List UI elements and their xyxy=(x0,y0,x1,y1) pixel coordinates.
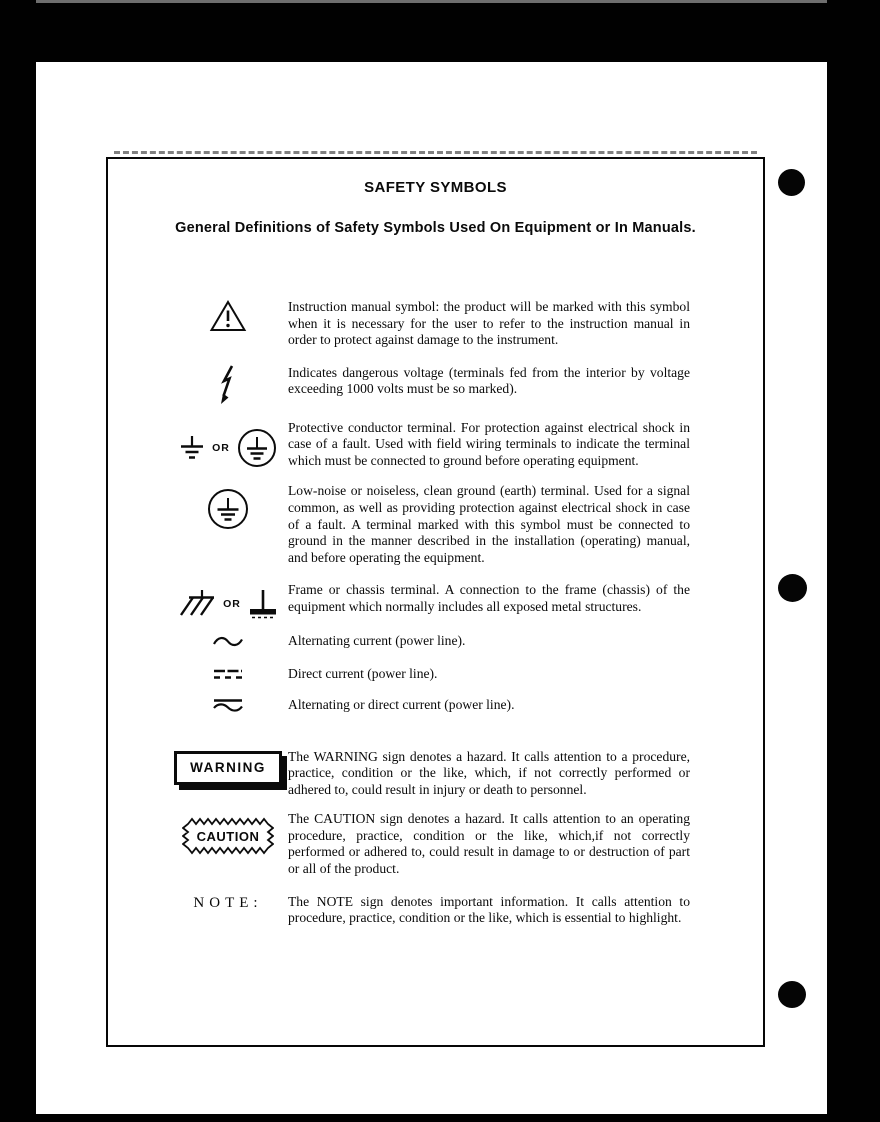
page-title: SAFETY SYMBOLS xyxy=(364,179,507,196)
row-alternating-current xyxy=(108,633,763,650)
row-caution xyxy=(108,811,763,877)
row-low-noise-ground xyxy=(108,483,763,566)
row-protective-conductor xyxy=(108,420,763,470)
caution-badge xyxy=(182,815,274,857)
chassis-hatch-icon xyxy=(178,588,216,620)
definition-text: The CAUTION sign denotes a hazard. It calls attention to an operating procedure, practice, condition or the like, which,if not correctly performed or adhered to, could result in damage to or destruction of part or all of the product. xyxy=(288,811,690,876)
definition-text: Instruction manual symbol: the product will be marked with this symbol when it is necessary for the user to refer to the instruction manual in order to protect against damage to the instrument. xyxy=(288,299,690,348)
row-frame-chassis xyxy=(108,582,763,620)
binder-hole-bottom xyxy=(778,981,806,1008)
row-ac-or-dc xyxy=(108,697,763,715)
row-note xyxy=(108,894,763,927)
scan-border-left xyxy=(0,0,36,1118)
or-label: OR xyxy=(223,598,241,611)
instruction-manual-triangle-icon xyxy=(209,299,247,333)
chassis-terminal-icon xyxy=(248,588,278,620)
definition-text: The WARNING sign denotes a hazard. It calls attention to a procedure, practice, condition or the like, which, if not correctly performed or adhered to, could result in injury or death to personnel. xyxy=(288,748,690,797)
circled-earth-ground-icon xyxy=(207,488,249,530)
ac-wave-icon xyxy=(212,635,244,649)
definition-text: Indicates dangerous voltage (terminals fed from the interior by voltage exceeding 1000 volts must be so marked). xyxy=(288,364,690,397)
definition-text: Alternating or direct current (power line). xyxy=(288,696,515,712)
page-subtitle: General Definitions of Safety Symbols Used On Equipment or In Manuals. xyxy=(175,220,696,236)
scan-border-top xyxy=(0,0,880,62)
circled-earth-ground-icon xyxy=(237,428,277,468)
scan-border-bottom xyxy=(0,1114,880,1122)
note-label: NOTE: xyxy=(193,894,263,911)
row-direct-current xyxy=(108,666,763,683)
row-instruction-manual xyxy=(108,299,763,349)
ac-dc-icon xyxy=(212,697,244,715)
binder-hole-top xyxy=(778,169,805,196)
safety-symbols-box xyxy=(106,157,765,1047)
definition-text: Direct current (power line). xyxy=(288,665,438,681)
row-dangerous-voltage xyxy=(108,365,763,405)
definition-text: Alternating current (power line). xyxy=(288,633,466,649)
definition-text: Protective conductor terminal. For protection against electrical shock in case of a fault. Used with field wiring terminals to indicate the terminal which must be connected to ground before operating equipment. xyxy=(288,419,690,468)
or-label: OR xyxy=(212,441,230,454)
lightning-bolt-icon xyxy=(218,365,238,405)
definition-text: Low-noise or noiseless, clean ground (earth) terminal. Used for a signal common, as well as providing protection against electrical shock in case of a fault. A terminal marked with this symbol must be connected to ground in the manner described in the installation (operating) manual, and before operating the equipment. xyxy=(288,483,690,565)
warning-badge: WARNING xyxy=(174,751,282,785)
definition-text: Frame or chassis terminal. A connection to the frame (chassis) of the equipment which normally includes all exposed metal structures. xyxy=(288,582,690,614)
caution-label: CAUTION xyxy=(196,828,260,844)
scan-border-right xyxy=(827,0,880,1122)
symbol-definition-list xyxy=(108,299,763,927)
definition-text: The NOTE sign denotes important information. It calls attention to procedure, practice, condition or the like, which is essential to highlight. xyxy=(288,893,690,926)
row-warning xyxy=(108,749,763,799)
earth-ground-icon xyxy=(179,434,205,462)
dc-lines-icon xyxy=(212,667,244,681)
binder-hole-middle xyxy=(778,574,807,602)
